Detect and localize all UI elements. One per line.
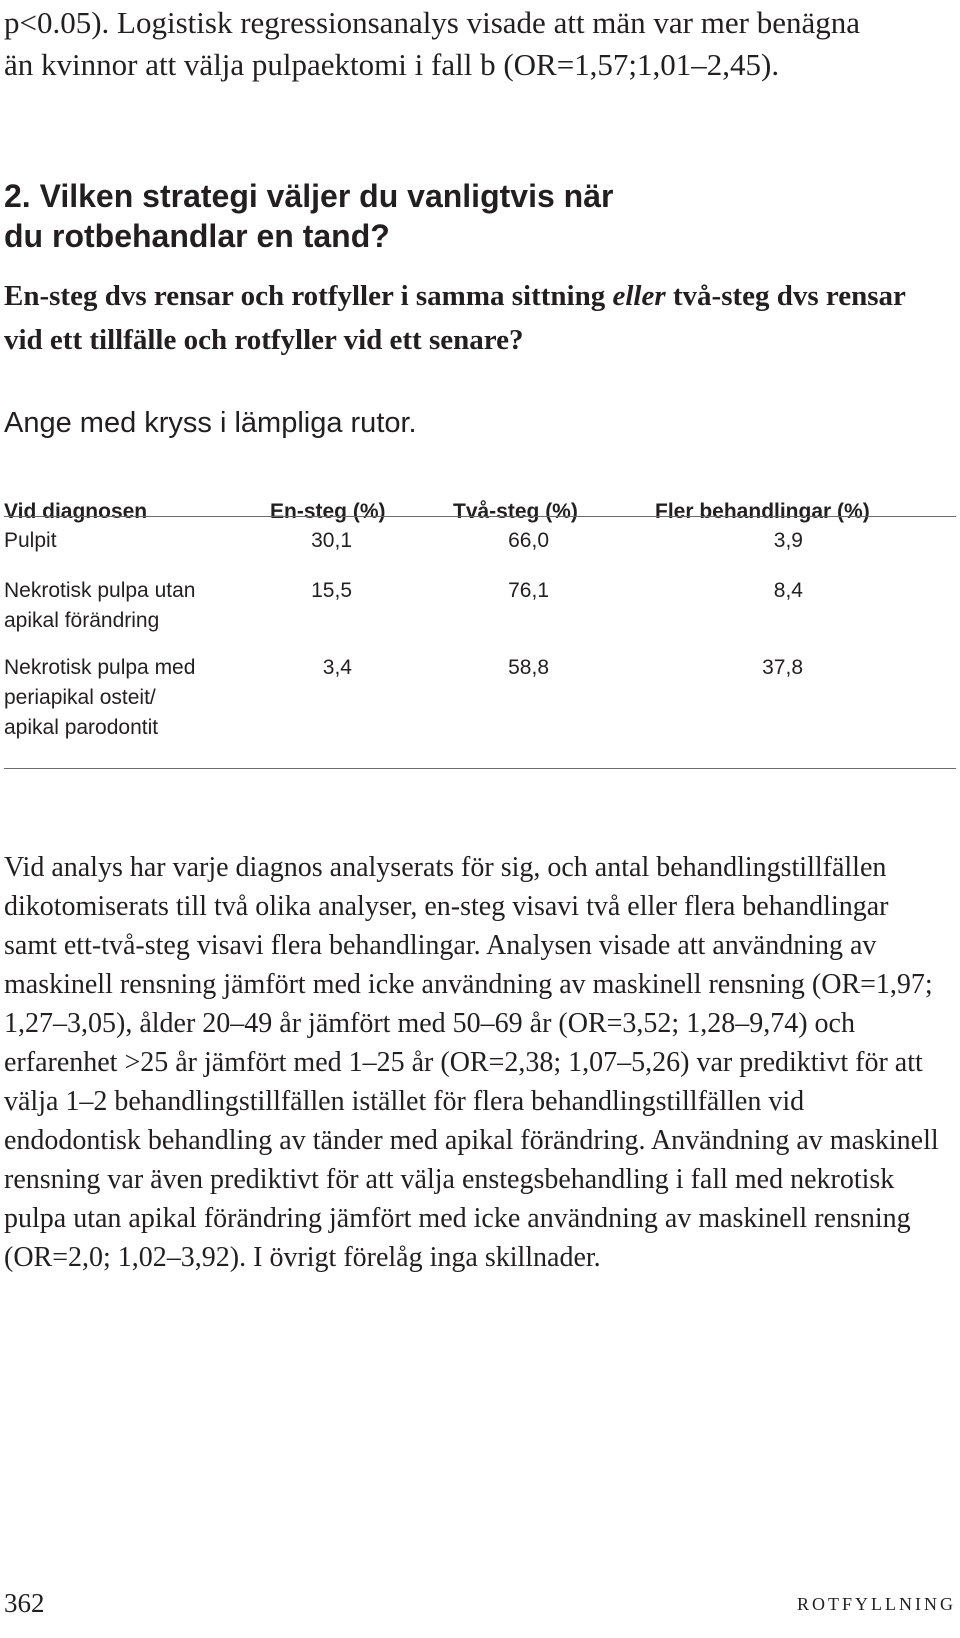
question-sub-italic: eller [612,280,666,312]
intro-line-2: än kvinnor att välja pulpaektomi i fall b (OR=1,57;1,01–2,45). [4,47,780,82]
question-subheading [4,274,944,362]
cell-tva-steg: 76,1 [508,579,549,602]
analysis-paragraph: Vid analys har varje diagnos analyserats för sig, och antal behandlingstillfällen dikotomiserats till två olika analyser, en-steg visavi två eller flera behandlingar samt ett-två-steg visavi flera behandlingar. Analysen visade att användning av maskinell rensning jämfört med icke användning av maskinell rensning (OR=1,97; 1,27–3,05), ålder 20–49 år jämfört med 50–69 år (OR=3,52; 1,28–9,74) och erfarenhet >25 år jämfört med 1–25 år (OR=2,38; 1,07–5,26) var prediktivt för att välja 1–2 behandlingstillfällen istället för flera behandlingstillfällen vid endodontisk behandling av tänder med apikal förändring. Användning av maskinell rensning var även prediktivt för att välja enstegsbehandling i fall med nekrotisk pulpa utan apikal förändring jämfört med icke användning av maskinell rensning (OR=2,0; 1,02–3,92). I övrigt förelåg inga skillnader. [4,852,939,1273]
header-diagnosis: Vid diagnosen [4,500,148,523]
table-bottom-rule [4,768,956,769]
cell-en-steg: 15,5 [311,579,352,602]
question-heading [4,176,904,256]
header-en-steg: En-steg (%) [270,500,386,523]
intro-paragraph [4,2,944,86]
diagnosis-line: Pulpit [4,529,57,552]
question-instruction: Ange med kryss i lämpliga rutor. [4,407,417,439]
cell-fler: 3,9 [773,529,803,552]
diagnosis-line: Nekrotisk pulpa med [4,656,196,679]
diagnosis-line: apikal parodontit [4,716,159,739]
cell-fler: 37,8 [762,656,803,679]
row-diagnosis [4,576,234,636]
cell-tva-steg: 58,8 [508,656,549,679]
question-heading-line-2: du rotbehandlar en tand? [4,218,390,254]
question-sub-part-2: två-steg dvs rensar vid ett tillfälle och rotfyller vid ett senare? [4,280,906,356]
row-diagnosis [4,526,234,556]
running-head: ROTFYLLNING [797,1594,956,1614]
header-tva-steg: Två-steg (%) [453,500,578,523]
cell-fler: 8,4 [773,579,803,602]
page-number: 362 [4,1588,45,1618]
page-footer [0,1588,960,1638]
header-rule [4,516,956,517]
header-fler: Fler behandlingar (%) [655,500,870,523]
cell-tva-steg: 66,0 [508,529,549,552]
row-diagnosis [4,653,234,743]
diagnosis-line: Nekrotisk pulpa utan [4,579,196,602]
cell-en-steg: 30,1 [311,529,352,552]
diagnosis-line: apikal förändring [4,609,160,632]
question-sub-part-1: En-steg dvs rensar och rotfyller i samma sittning [4,280,613,312]
question-heading-line-1: 2. Vilken strategi väljer du vanligtvis när [4,178,614,214]
cell-en-steg: 3,4 [322,656,352,679]
intro-line-1: p<0.05). Logistisk regressionsanalys visade att män var mer benägna [4,5,860,40]
diagnosis-line: periapikal osteit/ [4,686,156,709]
